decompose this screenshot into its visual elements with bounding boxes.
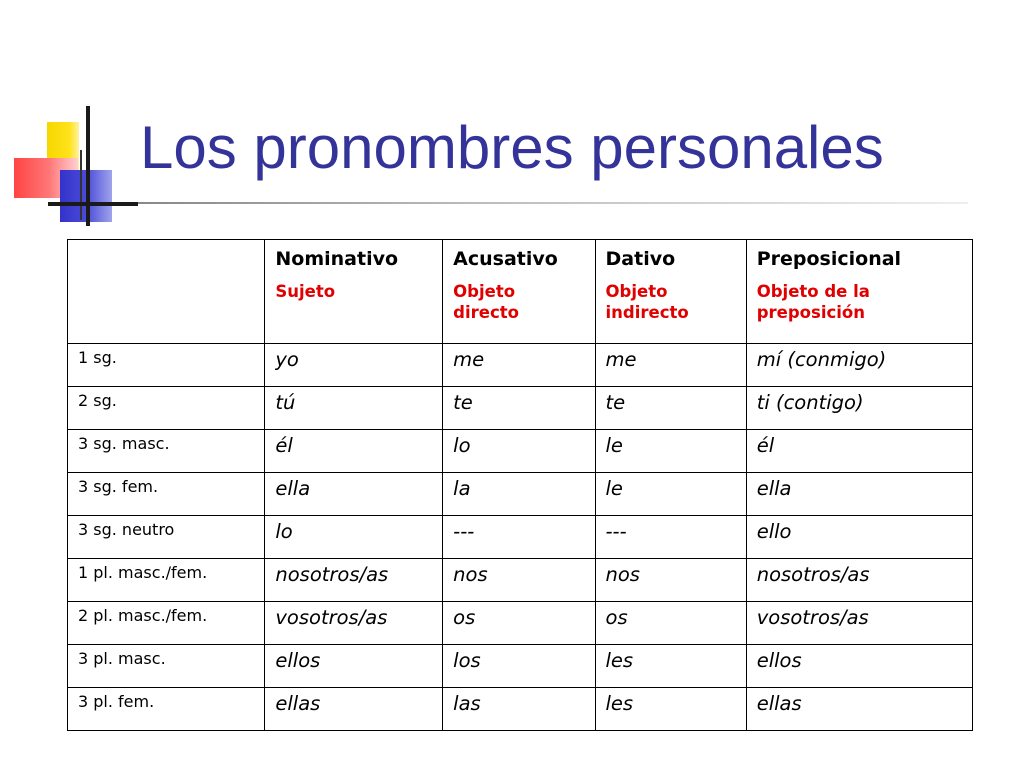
cell-preposicional: nosotros/as — [746, 559, 972, 602]
cell-dativo: les — [595, 688, 746, 731]
cell-nominativo: él — [265, 430, 443, 473]
decor-horizontal-line-dark — [48, 202, 138, 206]
cell-nominativo: yo — [265, 344, 443, 387]
cell-dativo: os — [595, 602, 746, 645]
pronoun-table — [67, 239, 973, 731]
cell-preposicional: mí (conmigo) — [746, 344, 972, 387]
header-main-label: Nominativo — [275, 248, 399, 270]
header-main-label: Acusativo — [453, 248, 558, 270]
slide-title: Los pronombres personales — [140, 114, 884, 181]
cell-preposicional: ellos — [746, 645, 972, 688]
cell-dativo: le — [595, 430, 746, 473]
row-label: 2 pl. masc./fem. — [68, 602, 265, 645]
cell-preposicional: ellas — [746, 688, 972, 731]
cell-preposicional: vosotros/as — [746, 602, 972, 645]
header-sub-label: Objeto directo — [453, 282, 519, 322]
row-label: 3 pl. fem. — [68, 688, 265, 731]
table-row — [68, 344, 973, 387]
cell-acusativo: te — [443, 387, 595, 430]
row-label: 3 pl. masc. — [68, 645, 265, 688]
row-label: 1 pl. masc./fem. — [68, 559, 265, 602]
cell-preposicional: ello — [746, 516, 972, 559]
cell-acusativo: la — [443, 473, 595, 516]
table-header-row — [68, 240, 973, 344]
cell-nominativo: ellos — [265, 645, 443, 688]
cell-nominativo: vosotros/as — [265, 602, 443, 645]
cell-acusativo: os — [443, 602, 595, 645]
header-preposicional — [746, 240, 972, 344]
cell-dativo: te — [595, 387, 746, 430]
row-label: 3 sg. masc. — [68, 430, 265, 473]
header-main-label: Preposicional — [756, 248, 902, 270]
title-underline — [138, 202, 968, 204]
table-row — [68, 430, 973, 473]
cell-acusativo: las — [443, 688, 595, 731]
header-nominativo — [265, 240, 443, 344]
cell-acusativo: nos — [443, 559, 595, 602]
cell-preposicional: ella — [746, 473, 972, 516]
header-empty-cell — [68, 240, 265, 344]
cell-preposicional: ti (contigo) — [746, 387, 972, 430]
cell-preposicional: él — [746, 430, 972, 473]
cell-acusativo: los — [443, 645, 595, 688]
table-row — [68, 645, 973, 688]
row-label: 1 sg. — [68, 344, 265, 387]
row-label: 3 sg. neutro — [68, 516, 265, 559]
header-main-label: Dativo — [605, 248, 676, 270]
table-row — [68, 516, 973, 559]
table-row — [68, 602, 973, 645]
decor-vertical-line-thin — [80, 150, 82, 220]
cell-nominativo: ella — [265, 473, 443, 516]
header-acusativo — [443, 240, 595, 344]
table-row — [68, 387, 973, 430]
header-dativo — [595, 240, 746, 344]
cell-dativo: me — [595, 344, 746, 387]
row-label: 3 sg. fem. — [68, 473, 265, 516]
cell-acusativo: lo — [443, 430, 595, 473]
header-sub-label: Objeto indirecto — [605, 282, 689, 322]
table-row — [68, 559, 973, 602]
header-sub-label: Sujeto — [275, 282, 336, 301]
cell-nominativo: ellas — [265, 688, 443, 731]
table-row — [68, 473, 973, 516]
cell-acusativo: me — [443, 344, 595, 387]
header-sub-label: Objeto de la preposición — [756, 282, 870, 322]
cell-dativo: nos — [595, 559, 746, 602]
cell-dativo: le — [595, 473, 746, 516]
cell-nominativo: tú — [265, 387, 443, 430]
cell-dativo: les — [595, 645, 746, 688]
cell-nominativo: nosotros/as — [265, 559, 443, 602]
decor-vertical-line — [86, 106, 90, 226]
cell-nominativo: lo — [265, 516, 443, 559]
cell-acusativo: --- — [443, 516, 595, 559]
table-row — [68, 688, 973, 731]
row-label: 2 sg. — [68, 387, 265, 430]
cell-dativo: --- — [595, 516, 746, 559]
